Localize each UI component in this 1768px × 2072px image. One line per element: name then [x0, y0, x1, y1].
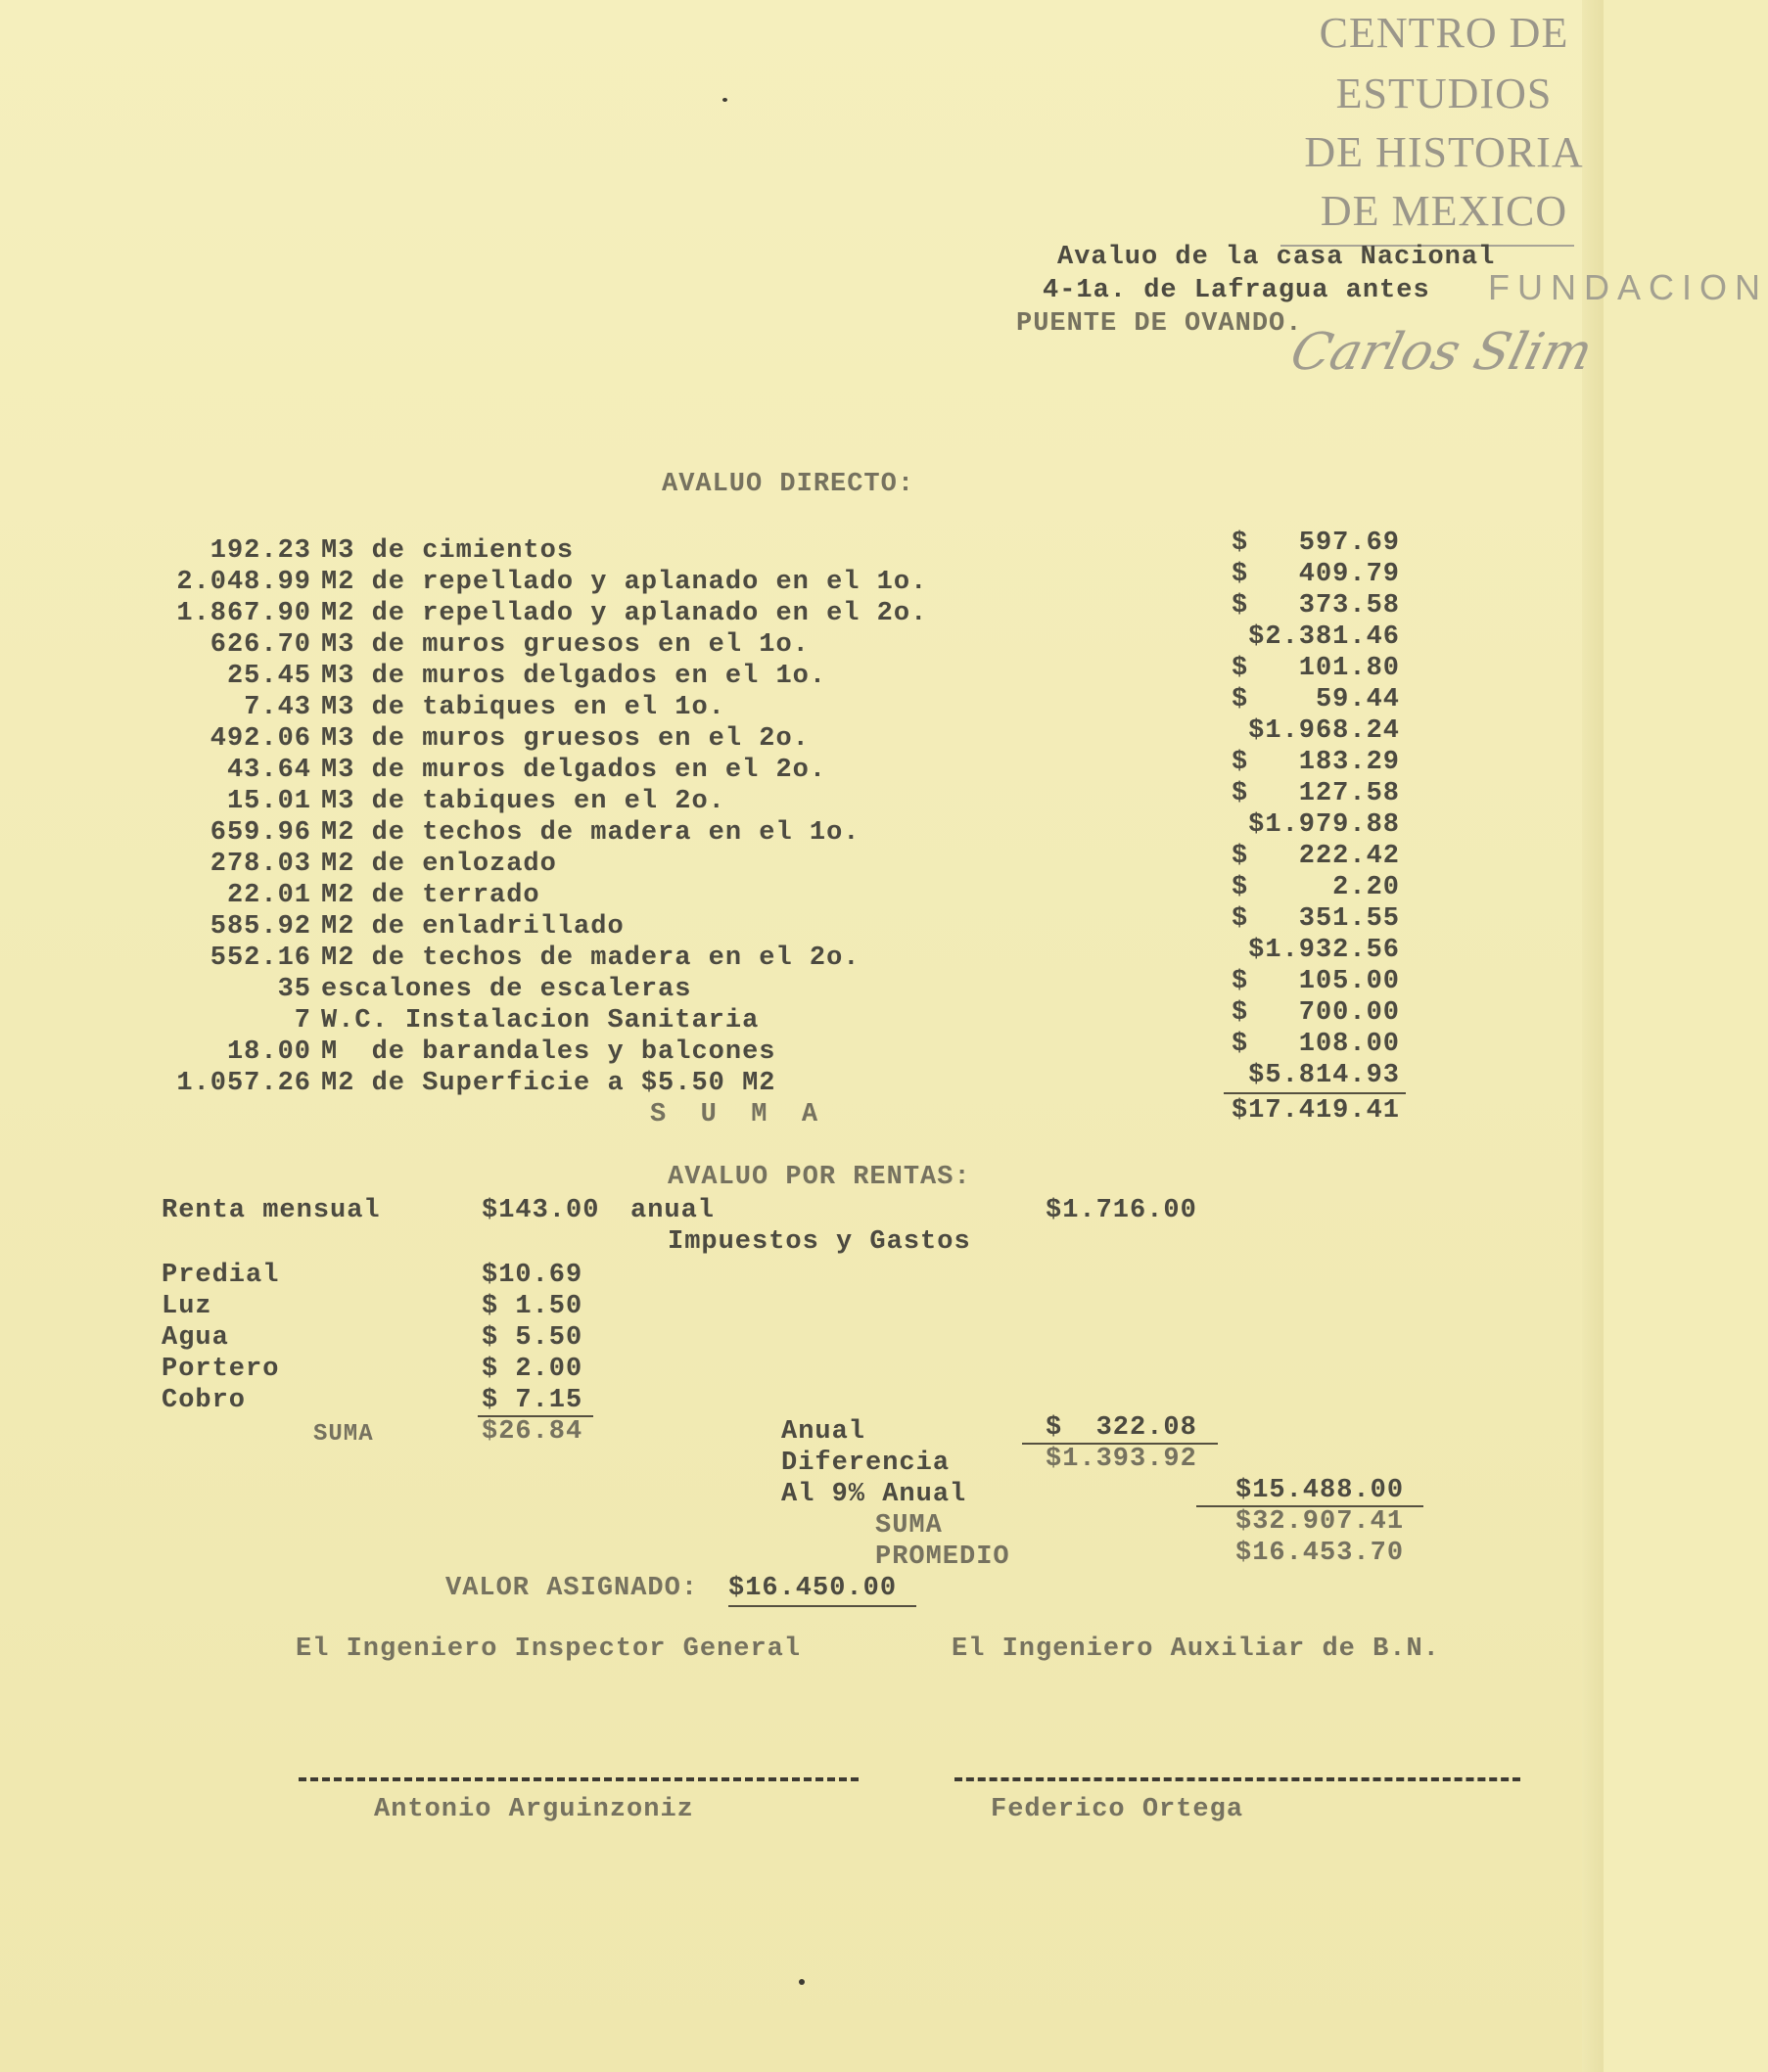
valor-asignado-value: $16.450.00 [728, 1574, 898, 1603]
item-amount: $ 108.00 [1231, 1030, 1400, 1059]
item-desc: M2 de enlozado [321, 850, 557, 879]
item-desc: M2 de repellado y aplanado en el 2o. [321, 599, 928, 628]
item-qty: 15.01 [226, 787, 311, 816]
item-amount: $5.814.93 [1248, 1061, 1400, 1090]
item-desc: W.C. Instalacion Sanitaria [321, 1006, 760, 1036]
renta-annual: $1.716.00 [1046, 1196, 1197, 1225]
signature-right-line [954, 1777, 1520, 1781]
direct-suma-value: $17.419.41 [1231, 1096, 1400, 1126]
promedio-value: $16.453.70 [1235, 1539, 1405, 1568]
rents-title: AVALUO POR RENTAS: [668, 1163, 971, 1192]
expense-label: Predial [162, 1261, 280, 1290]
item-amount: $1.968.24 [1248, 716, 1400, 746]
expense-label: Cobro [162, 1386, 247, 1415]
item-qty: 278.03 [209, 850, 311, 879]
watermark-line-3: DE HISTORIA [1304, 128, 1584, 176]
direct-total-rule [1224, 1092, 1406, 1094]
expense-amount: $ 5.50 [482, 1323, 583, 1353]
expense-amount: $ 7.15 [482, 1386, 583, 1415]
valor-asignado-underline [728, 1605, 916, 1607]
diferencia-value: $1.393.92 [1046, 1445, 1197, 1474]
item-amount: $ 597.69 [1231, 529, 1400, 558]
item-amount: $2.381.46 [1248, 622, 1400, 652]
item-qty: 7.43 [244, 693, 311, 722]
item-desc: M2 de techos de madera en el 1o. [321, 818, 861, 848]
item-desc: escalones de escaleras [321, 975, 692, 1004]
header-line-3: PUENTE DE OVANDO. [1016, 309, 1303, 339]
impuestos-label: Impuestos y Gastos [668, 1227, 971, 1257]
watermark-foundation: FUNDACION [1488, 267, 1768, 307]
header-line-1: Avaluo de la casa Nacional [1057, 243, 1496, 272]
item-qty: 25.45 [226, 662, 311, 691]
promedio-label: PROMEDIO [875, 1542, 1010, 1572]
item-desc: M3 de cimientos [321, 536, 575, 566]
item-amount: $ 700.00 [1231, 998, 1400, 1028]
item-desc: M2 de terrado [321, 881, 540, 910]
item-amount: $ 101.80 [1231, 654, 1400, 683]
item-qty: 35 [277, 975, 311, 1004]
renta-monthly: $143.00 [482, 1196, 600, 1225]
expenses-suma-label: SUMA [313, 1421, 374, 1448]
watermark-line-2: ESTUDIOS [1335, 69, 1553, 117]
expense-label: Agua [162, 1323, 229, 1353]
item-qty: 192.23 [209, 536, 311, 566]
paper-mark [799, 1979, 805, 1985]
valor-asignado-label: VALOR ASIGNADO: [445, 1574, 699, 1603]
header-line-2: 4-1a. de Lafragua antes [1043, 276, 1430, 305]
expense-amount: $10.69 [482, 1261, 583, 1290]
expenses-suma-value: $26.84 [482, 1417, 583, 1447]
item-qty: 43.64 [226, 756, 311, 785]
item-amount: $ 2.20 [1231, 873, 1400, 902]
item-qty: 18.00 [226, 1037, 311, 1067]
item-amount: $1.932.56 [1248, 936, 1400, 965]
item-amount: $ 183.29 [1231, 748, 1400, 777]
item-desc: M de barandales y balcones [321, 1037, 776, 1067]
item-qty: 1.057.26 [176, 1069, 311, 1098]
direct-suma-label: S U M A [650, 1100, 819, 1129]
item-amount: $ 409.79 [1231, 560, 1400, 589]
item-desc: M3 de muros delgados en el 1o. [321, 662, 827, 691]
anual-value: $ 322.08 [1046, 1413, 1197, 1443]
signature-left-title: El Ingeniero Inspector General [296, 1635, 802, 1664]
item-qty: 585.92 [209, 912, 311, 942]
signature-left-name: Antonio Arguinzoniz [374, 1795, 694, 1824]
signature-right-title: El Ingeniero Auxiliar de B.N. [952, 1635, 1440, 1664]
watermark-line-1: CENTRO DE [1319, 9, 1569, 57]
item-qty: 659.96 [209, 818, 311, 848]
item-desc: M2 de enladrillado [321, 912, 625, 942]
item-amount: $ 127.58 [1231, 779, 1400, 808]
item-qty: 626.70 [209, 630, 311, 660]
diferencia-label: Diferencia [781, 1449, 951, 1478]
renta-anual-label: anual [630, 1196, 716, 1225]
item-desc: M2 de Superficie a $5.50 M2 [321, 1069, 776, 1098]
paper-mark [722, 98, 727, 102]
watermark-line-4: DE MEXICO [1320, 187, 1568, 235]
item-desc: M3 de tabiques en el 1o. [321, 693, 725, 722]
item-desc: M2 de repellado y aplanado en el 1o. [321, 568, 928, 597]
anual-label: Anual [781, 1417, 866, 1447]
rents-suma-value: $32.907.41 [1235, 1507, 1405, 1537]
expense-amount: $ 1.50 [482, 1292, 583, 1321]
item-desc: M3 de tabiques en el 2o. [321, 787, 725, 816]
watermark-signature: Carlos Slim [1284, 323, 1599, 382]
item-amount: $ 59.44 [1231, 685, 1400, 714]
item-desc: M3 de muros gruesos en el 1o. [321, 630, 810, 660]
item-desc: M3 de muros gruesos en el 2o. [321, 724, 810, 754]
expense-label: Portero [162, 1355, 280, 1384]
item-qty: 7 [294, 1006, 311, 1036]
renta-label: Renta mensual [162, 1196, 381, 1225]
direct-title: AVALUO DIRECTO: [662, 470, 915, 499]
item-qty: 492.06 [209, 724, 311, 754]
item-qty: 552.16 [209, 944, 311, 973]
item-amount: $ 351.55 [1231, 904, 1400, 934]
expense-label: Luz [162, 1292, 212, 1321]
rents-suma-label: SUMA [875, 1511, 943, 1541]
item-amount: $ 222.42 [1231, 842, 1400, 871]
page-edge [1582, 0, 1604, 2072]
item-qty: 2.048.99 [176, 568, 311, 597]
expense-amount: $ 2.00 [482, 1355, 583, 1384]
signature-left-line [299, 1777, 859, 1781]
item-qty: 1.867.90 [176, 599, 311, 628]
item-desc: M3 de muros delgados en el 2o. [321, 756, 827, 785]
item-amount: $ 105.00 [1231, 967, 1400, 996]
al9-label: Al 9% Anual [781, 1480, 967, 1509]
item-qty: 22.01 [226, 881, 311, 910]
item-amount: $1.979.88 [1248, 810, 1400, 840]
item-desc: M2 de techos de madera en el 2o. [321, 944, 861, 973]
al9-value: $15.488.00 [1235, 1476, 1405, 1505]
item-amount: $ 373.58 [1231, 591, 1400, 621]
signature-right-name: Federico Ortega [991, 1795, 1244, 1824]
